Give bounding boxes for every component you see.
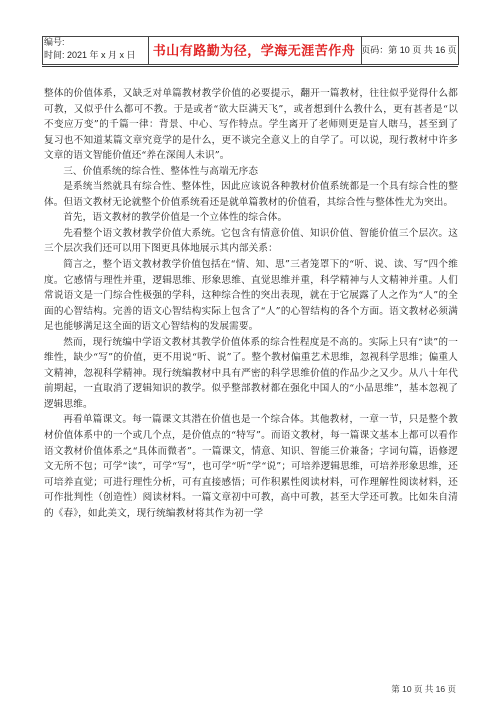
header-divider bbox=[42, 66, 458, 67]
header-motto: 书山有路勤为径，学海无涯苦作舟 bbox=[152, 44, 356, 59]
paragraph: 首先，语文教材的教学价值是一个立体性的综合体。 bbox=[63, 212, 288, 224]
time-label: 时间: 2021 年 x 月 x 日 bbox=[44, 50, 136, 60]
paragraph: 再看单篇课文。每一篇课文其潜在价值也是一个综合体。其他教材，一章一节，只是整个教材价值体系中的一个或几个点，是价值点的“特写”。而语文教材，每一篇课文基本上都可以看作语文教材价值体系之“具体而微者”。一篇课文，情意、知识、智能三价兼备；字词句篇，语修逻文无所不包；可学“读”，可学“写”，也可学“听”学“说”；可培养逻辑思维，可培养形象思维，还可培养直觉；可进行理性分析，可有直接感悟；可作积累性阅读材料，可作理解性阅读材料，还可作批判性（创造性）阅读材料。一篇文章初中可教，高中可教，甚至大学还可教。比如朱自清的《春》，如此美文，现行统编教材将其作为初一学 bbox=[44, 414, 458, 519]
header-page-number: 页码：第 10 页 共 16 页 bbox=[361, 45, 457, 55]
document-body bbox=[44, 86, 458, 521]
paragraph: 整体的价值体系，又缺乏对单篇教材教学价值的必要提示，翻开一篇教材，往往似乎觉得什么都可教，又似乎什么都可不教。于是或者“欲大臣满天飞”，或者想到什么教什么，更有甚者是“以不变应万变”的千篇一律：背景、中心、写作特点。学生离开了老师则更是盲人瞎马，甚至到了复习也不知道某篇文章究竟学的是什么，更不谈完全意义上的自学了。可以说，现行教材中许多文章的语文智能价值还“养在深闺人未识”。 bbox=[44, 88, 458, 162]
paragraph: 简言之，整个语文教材教学价值包括在“情、知、思”三者笼罩下的“听、说、读、写”四个维度。它感情与理性并重，逻辑思维、形象思维、直觉思维并重，科学精神与人文精神并重。人们常说语文是一门综合性极强的学科，这种综合性的突出表现，就在于它展露了人之作为“人”的全面的心智结构。完善的语文心智结构实际上包含了“人”的心智结构的各个方面。语文教材必须满足也能够满足这全面的语文心智结构的发展需要。 bbox=[44, 259, 458, 333]
paragraph: 先看整个语文教材教学价值大系统。它包含有情意价值、知识价值、智能价值三个层次。这三个层次我们还可以用下图更具体地展示其内部关系： bbox=[44, 227, 458, 255]
paragraph: 然而，现行统编中学语文教材其教学价值体系的综合性程度是不高的。实际上只有“读”的一维性，缺少“写”的价值，更不用说“听、说”了。整个教材偏重艺术思维，忽视科学思维；偏重人文精神，忽视科学精神。现行统编教材中具有严密的科学思维价值的作品少之又少。从八十年代前期起，一直取消了逻辑知识的教学。似乎整部教材都在强化中国人的“小品思维”，基本忽视了逻辑思维。 bbox=[44, 336, 458, 410]
footer-page-number: 第 10 页 共 16 页 bbox=[391, 684, 456, 694]
header-meta bbox=[44, 36, 136, 62]
section-heading: 三、价值系统的综合性、整体性与高端无序态 bbox=[63, 165, 259, 177]
number-label: 编号: bbox=[44, 37, 65, 47]
paragraph: 是系统当然就具有综合性、整体性，因此应该说各种教材价值系统都是一个具有综合性的整体。但语文教材无论就整个价值系统看还是就单篇教材的价值看，其综合性与整体性尤为突出。 bbox=[44, 181, 458, 208]
